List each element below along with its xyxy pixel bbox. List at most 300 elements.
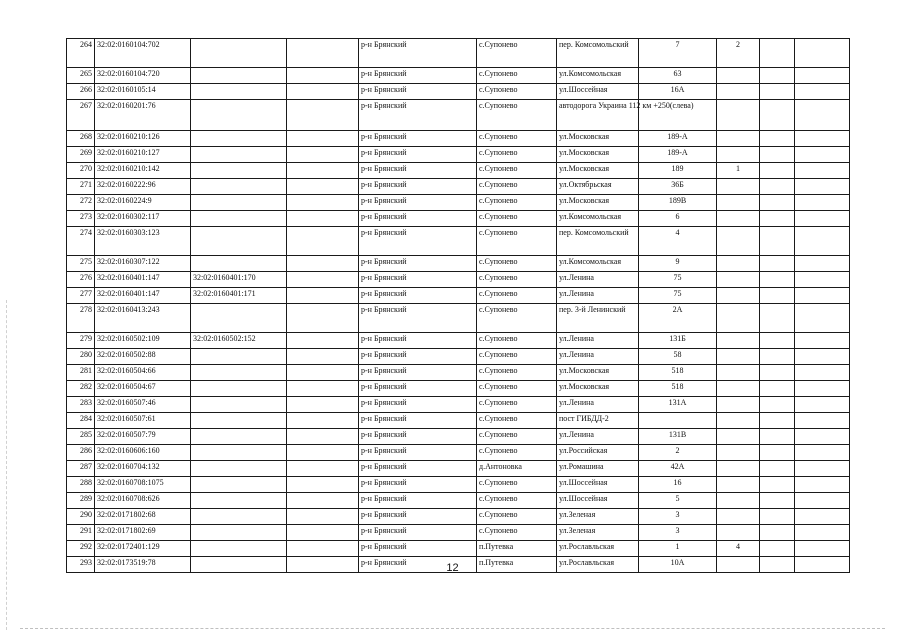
table-row — [67, 272, 850, 288]
empty-cell — [287, 461, 359, 477]
district-cell: р-н Брянский — [359, 39, 477, 68]
settlement-cell: с.Супонево — [477, 333, 557, 349]
district-cell: р-н Брянский — [359, 365, 477, 381]
row-number: 268 — [67, 131, 95, 147]
street-cell: ул.Шоссейная — [557, 493, 639, 509]
district-cell: р-н Брянский — [359, 541, 477, 557]
district-cell: р-н Брянский — [359, 100, 477, 131]
empty-cell — [287, 39, 359, 68]
settlement-cell: с.Супонево — [477, 429, 557, 445]
settlement-cell: с.Супонево — [477, 445, 557, 461]
empty-cell — [287, 68, 359, 84]
row-number: 281 — [67, 365, 95, 381]
table-row — [67, 84, 850, 100]
district-cell: р-н Брянский — [359, 493, 477, 509]
district-cell: р-н Брянский — [359, 256, 477, 272]
empty-cell — [287, 397, 359, 413]
cadastral-number: 32:02:0160302:117 — [95, 211, 191, 227]
district-cell: р-н Брянский — [359, 179, 477, 195]
row-number: 277 — [67, 288, 95, 304]
cadastral-number: 32:02:0160104:702 — [95, 39, 191, 68]
empty-cell — [795, 397, 850, 413]
district-cell: р-н Брянский — [359, 509, 477, 525]
cadastral-number-2 — [191, 525, 287, 541]
empty-cell — [287, 413, 359, 429]
district-cell: р-н Брянский — [359, 84, 477, 100]
street-cell: ул.Комсомольская — [557, 211, 639, 227]
empty-cell — [287, 365, 359, 381]
street-cell: ул.Шоссейная — [557, 84, 639, 100]
row-number: 275 — [67, 256, 95, 272]
table-row — [67, 541, 850, 557]
house-cell: 189-А — [639, 147, 717, 163]
empty-cell — [287, 131, 359, 147]
register-body — [67, 39, 850, 573]
empty-cell — [795, 195, 850, 211]
empty-cell — [287, 211, 359, 227]
house-cell: 518 — [639, 365, 717, 381]
empty-cell — [760, 381, 795, 397]
settlement-cell: с.Супонево — [477, 163, 557, 179]
cadastral-number: 32:02:0160222:96 — [95, 179, 191, 195]
street-cell: ул.Московская — [557, 195, 639, 211]
house-cell: 131А — [639, 397, 717, 413]
empty-cell — [760, 304, 795, 333]
empty-cell — [287, 272, 359, 288]
row-number: 266 — [67, 84, 95, 100]
empty-cell — [795, 541, 850, 557]
apartment-cell — [717, 195, 760, 211]
empty-cell — [287, 381, 359, 397]
settlement-cell: с.Супонево — [477, 509, 557, 525]
cadastral-number: 32:02:0173519:78 — [95, 557, 191, 573]
empty-cell — [795, 493, 850, 509]
row-number: 292 — [67, 541, 95, 557]
empty-cell — [287, 100, 359, 131]
empty-cell — [287, 429, 359, 445]
settlement-cell: с.Супонево — [477, 131, 557, 147]
house-cell: 3 — [639, 525, 717, 541]
settlement-cell: с.Супонево — [477, 365, 557, 381]
apartment-cell — [717, 397, 760, 413]
empty-cell — [760, 349, 795, 365]
district-cell: р-н Брянский — [359, 68, 477, 84]
empty-cell — [795, 381, 850, 397]
row-number: 274 — [67, 227, 95, 256]
empty-cell — [795, 445, 850, 461]
table-row — [67, 288, 850, 304]
settlement-cell: с.Супонево — [477, 381, 557, 397]
row-number: 291 — [67, 525, 95, 541]
empty-cell — [795, 413, 850, 429]
empty-cell — [287, 195, 359, 211]
table-row — [67, 493, 850, 509]
settlement-cell: с.Супонево — [477, 288, 557, 304]
cadastral-number: 32:02:0160504:67 — [95, 381, 191, 397]
house-cell: 189-А — [639, 131, 717, 147]
street-cell: автодорога Украина 112 км +250(слева) — [557, 100, 639, 131]
table-row — [67, 131, 850, 147]
apartment-cell — [717, 179, 760, 195]
empty-cell — [760, 541, 795, 557]
table-row — [67, 39, 850, 68]
district-cell: р-н Брянский — [359, 429, 477, 445]
empty-cell — [760, 147, 795, 163]
apartment-cell — [717, 227, 760, 256]
table-row — [67, 461, 850, 477]
table-row — [67, 304, 850, 333]
apartment-cell — [717, 349, 760, 365]
apartment-cell — [717, 147, 760, 163]
cadastral-number-2 — [191, 461, 287, 477]
district-cell: р-н Брянский — [359, 147, 477, 163]
street-cell: ул.Московская — [557, 131, 639, 147]
district-cell: р-н Брянский — [359, 349, 477, 365]
settlement-cell: с.Супонево — [477, 195, 557, 211]
empty-cell — [760, 131, 795, 147]
apartment-cell — [717, 100, 760, 131]
empty-cell — [760, 179, 795, 195]
house-cell: 10А — [639, 557, 717, 573]
street-cell: ул.Ленина — [557, 349, 639, 365]
cadastral-number-2 — [191, 163, 287, 179]
empty-cell — [760, 429, 795, 445]
house-cell — [639, 413, 717, 429]
row-number: 284 — [67, 413, 95, 429]
empty-cell — [760, 211, 795, 227]
street-cell: ул.Московская — [557, 365, 639, 381]
cadastral-number: 32:02:0160307:122 — [95, 256, 191, 272]
row-number: 290 — [67, 509, 95, 525]
apartment-cell: 1 — [717, 163, 760, 179]
cadastral-number-2 — [191, 349, 287, 365]
cadastral-number: 32:02:0160504:66 — [95, 365, 191, 381]
empty-cell — [287, 304, 359, 333]
row-number: 283 — [67, 397, 95, 413]
cadastral-number-2 — [191, 131, 287, 147]
house-cell: 5 — [639, 493, 717, 509]
empty-cell — [795, 333, 850, 349]
district-cell: р-н Брянский — [359, 397, 477, 413]
empty-cell — [795, 211, 850, 227]
district-cell: р-н Брянский — [359, 381, 477, 397]
empty-cell — [760, 195, 795, 211]
settlement-cell: с.Супонево — [477, 477, 557, 493]
empty-cell — [795, 227, 850, 256]
empty-cell — [795, 100, 850, 131]
house-cell: 7 — [639, 39, 717, 68]
settlement-cell: с.Супонево — [477, 525, 557, 541]
table-row — [67, 445, 850, 461]
empty-cell — [287, 84, 359, 100]
empty-cell — [795, 525, 850, 541]
cadastral-number-2 — [191, 445, 287, 461]
table-row — [67, 413, 850, 429]
cadastral-number-2 — [191, 211, 287, 227]
house-cell: 2 — [639, 445, 717, 461]
cadastral-number: 32:02:0160303:123 — [95, 227, 191, 256]
empty-cell — [795, 349, 850, 365]
street-cell: ул.Московская — [557, 147, 639, 163]
cadastral-number: 32:02:0160708:626 — [95, 493, 191, 509]
table-row — [67, 227, 850, 256]
empty-cell — [287, 477, 359, 493]
apartment-cell — [717, 131, 760, 147]
table-row — [67, 429, 850, 445]
apartment-cell — [717, 461, 760, 477]
row-number: 293 — [67, 557, 95, 573]
settlement-cell: с.Супонево — [477, 147, 557, 163]
empty-cell — [795, 429, 850, 445]
table-row — [67, 397, 850, 413]
cadastral-number-2 — [191, 429, 287, 445]
table-row — [67, 365, 850, 381]
cadastral-number: 32:02:0160401:147 — [95, 288, 191, 304]
house-cell: 1 — [639, 541, 717, 557]
row-number: 271 — [67, 179, 95, 195]
street-cell: ул.Московская — [557, 163, 639, 179]
empty-cell — [760, 525, 795, 541]
empty-cell — [287, 288, 359, 304]
settlement-cell: с.Супонево — [477, 68, 557, 84]
cadastral-number-2: 32:02:0160502:152 — [191, 333, 287, 349]
settlement-cell: с.Супонево — [477, 39, 557, 68]
cadastral-number-2 — [191, 477, 287, 493]
settlement-cell: с.Супонево — [477, 272, 557, 288]
house-cell: 518 — [639, 381, 717, 397]
empty-cell — [287, 147, 359, 163]
empty-cell — [287, 333, 359, 349]
house-cell: 63 — [639, 68, 717, 84]
row-number: 280 — [67, 349, 95, 365]
settlement-cell: с.Супонево — [477, 304, 557, 333]
street-cell: ул.Российская — [557, 445, 639, 461]
empty-cell — [287, 163, 359, 179]
apartment-cell — [717, 365, 760, 381]
street-cell: ул.Рославльская — [557, 557, 639, 573]
cadastral-number-2 — [191, 100, 287, 131]
empty-cell — [287, 349, 359, 365]
apartment-cell — [717, 256, 760, 272]
settlement-cell: п.Путевка — [477, 557, 557, 573]
district-cell: р-н Брянский — [359, 195, 477, 211]
empty-cell — [760, 272, 795, 288]
apartment-cell — [717, 413, 760, 429]
empty-cell — [760, 288, 795, 304]
street-cell: пер. Комсомольский — [557, 227, 639, 256]
district-cell: р-н Брянский — [359, 557, 477, 573]
cadastral-number: 32:02:0160507:46 — [95, 397, 191, 413]
empty-cell — [287, 179, 359, 195]
street-cell: ул.Ленина — [557, 397, 639, 413]
apartment-cell — [717, 445, 760, 461]
settlement-cell: с.Супонево — [477, 349, 557, 365]
street-cell: ул.Зеленая — [557, 525, 639, 541]
cadastral-number-2 — [191, 304, 287, 333]
house-cell: 6 — [639, 211, 717, 227]
cadastral-number-2 — [191, 256, 287, 272]
row-number: 279 — [67, 333, 95, 349]
address-register-table — [66, 38, 850, 573]
table-row — [67, 195, 850, 211]
street-cell: ул.Октябрьская — [557, 179, 639, 195]
street-cell: ул.Московская — [557, 381, 639, 397]
apartment-cell — [717, 525, 760, 541]
house-cell: 58 — [639, 349, 717, 365]
table-row — [67, 211, 850, 227]
cadastral-number: 32:02:0160507:61 — [95, 413, 191, 429]
street-cell: ул.Ромашина — [557, 461, 639, 477]
street-cell: ул.Комсомольская — [557, 256, 639, 272]
row-number: 286 — [67, 445, 95, 461]
empty-cell — [287, 445, 359, 461]
cadastral-number: 32:02:0160210:142 — [95, 163, 191, 179]
street-cell: ул.Ленина — [557, 429, 639, 445]
cadastral-number-2: 32:02:0160401:171 — [191, 288, 287, 304]
empty-cell — [795, 288, 850, 304]
cadastral-number: 32:02:0160210:127 — [95, 147, 191, 163]
house-cell: 9 — [639, 256, 717, 272]
row-number: 264 — [67, 39, 95, 68]
district-cell: р-н Брянский — [359, 227, 477, 256]
street-cell: ул.Комсомольская — [557, 68, 639, 84]
row-number: 267 — [67, 100, 95, 131]
street-cell: пост ГИБДД-2 — [557, 413, 639, 429]
house-cell: 189В — [639, 195, 717, 211]
district-cell: р-н Брянский — [359, 163, 477, 179]
cadastral-number: 32:02:0171802:68 — [95, 509, 191, 525]
house-cell: 36Б — [639, 179, 717, 195]
district-cell: р-н Брянский — [359, 445, 477, 461]
apartment-cell — [717, 509, 760, 525]
empty-cell — [760, 256, 795, 272]
settlement-cell: с.Супонево — [477, 413, 557, 429]
apartment-cell — [717, 68, 760, 84]
cadastral-number-2 — [191, 195, 287, 211]
empty-cell — [760, 100, 795, 131]
table-row — [67, 256, 850, 272]
empty-cell — [760, 493, 795, 509]
cadastral-number-2 — [191, 493, 287, 509]
empty-cell — [760, 84, 795, 100]
district-cell: р-н Брянский — [359, 461, 477, 477]
empty-cell — [795, 304, 850, 333]
cadastral-number-2 — [191, 509, 287, 525]
empty-cell — [760, 461, 795, 477]
cadastral-number: 32:02:0160201:76 — [95, 100, 191, 131]
cadastral-number-2 — [191, 541, 287, 557]
empty-cell — [795, 477, 850, 493]
empty-cell — [287, 509, 359, 525]
table-row — [67, 333, 850, 349]
apartment-cell — [717, 304, 760, 333]
cadastral-number-2 — [191, 381, 287, 397]
row-number: 273 — [67, 211, 95, 227]
row-number: 272 — [67, 195, 95, 211]
settlement-cell: с.Супонево — [477, 493, 557, 509]
house-cell: 3 — [639, 509, 717, 525]
apartment-cell — [717, 211, 760, 227]
empty-cell — [760, 163, 795, 179]
empty-cell — [287, 256, 359, 272]
table-row — [67, 68, 850, 84]
house-cell: 2А — [639, 304, 717, 333]
empty-cell — [760, 509, 795, 525]
apartment-cell — [717, 381, 760, 397]
empty-cell — [795, 365, 850, 381]
cadastral-number: 32:02:0172401:129 — [95, 541, 191, 557]
table-row — [67, 100, 850, 131]
settlement-cell: с.Супонево — [477, 256, 557, 272]
street-cell: ул.Зеленая — [557, 509, 639, 525]
table-row — [67, 163, 850, 179]
empty-cell — [287, 227, 359, 256]
cadastral-number-2 — [191, 413, 287, 429]
cadastral-number: 32:02:0160413:243 — [95, 304, 191, 333]
empty-cell — [760, 445, 795, 461]
settlement-cell: п.Путевка — [477, 541, 557, 557]
house-cell: 75 — [639, 288, 717, 304]
table-row — [67, 147, 850, 163]
settlement-cell: с.Супонево — [477, 211, 557, 227]
cadastral-number: 32:02:0171802:69 — [95, 525, 191, 541]
cadastral-number: 32:02:0160507:79 — [95, 429, 191, 445]
empty-cell — [795, 131, 850, 147]
empty-cell — [760, 365, 795, 381]
district-cell: р-н Брянский — [359, 525, 477, 541]
empty-cell — [795, 179, 850, 195]
apartment-cell — [717, 333, 760, 349]
cadastral-number-2: 32:02:0160401:170 — [191, 272, 287, 288]
empty-cell — [795, 163, 850, 179]
cadastral-number: 32:02:0160502:109 — [95, 333, 191, 349]
empty-cell — [795, 509, 850, 525]
apartment-cell — [717, 429, 760, 445]
cadastral-number-2 — [191, 397, 287, 413]
settlement-cell: с.Супонево — [477, 100, 557, 131]
street-cell: ул.Рославльская — [557, 541, 639, 557]
cadastral-number-2 — [191, 39, 287, 68]
empty-cell — [795, 272, 850, 288]
row-number: 289 — [67, 493, 95, 509]
empty-cell — [287, 493, 359, 509]
apartment-cell: 4 — [717, 541, 760, 557]
cadastral-number: 32:02:0160502:88 — [95, 349, 191, 365]
cadastral-number-2 — [191, 147, 287, 163]
house-cell: 75 — [639, 272, 717, 288]
apartment-cell: 2 — [717, 39, 760, 68]
cadastral-number: 32:02:0160606:160 — [95, 445, 191, 461]
district-cell: р-н Брянский — [359, 211, 477, 227]
apartment-cell — [717, 288, 760, 304]
cadastral-number-2 — [191, 84, 287, 100]
table-row — [67, 477, 850, 493]
cadastral-number: 32:02:0160210:126 — [95, 131, 191, 147]
apartment-cell — [717, 84, 760, 100]
empty-cell — [760, 477, 795, 493]
empty-cell — [760, 333, 795, 349]
cadastral-number: 32:02:0160224:9 — [95, 195, 191, 211]
empty-cell — [795, 147, 850, 163]
district-cell: р-н Брянский — [359, 304, 477, 333]
house-cell: 189 — [639, 163, 717, 179]
empty-cell — [287, 541, 359, 557]
page-number: 12 — [446, 562, 459, 574]
house-cell: 42А — [639, 461, 717, 477]
settlement-cell: д.Антоновка — [477, 461, 557, 477]
table-row — [67, 509, 850, 525]
cadastral-number-2 — [191, 227, 287, 256]
